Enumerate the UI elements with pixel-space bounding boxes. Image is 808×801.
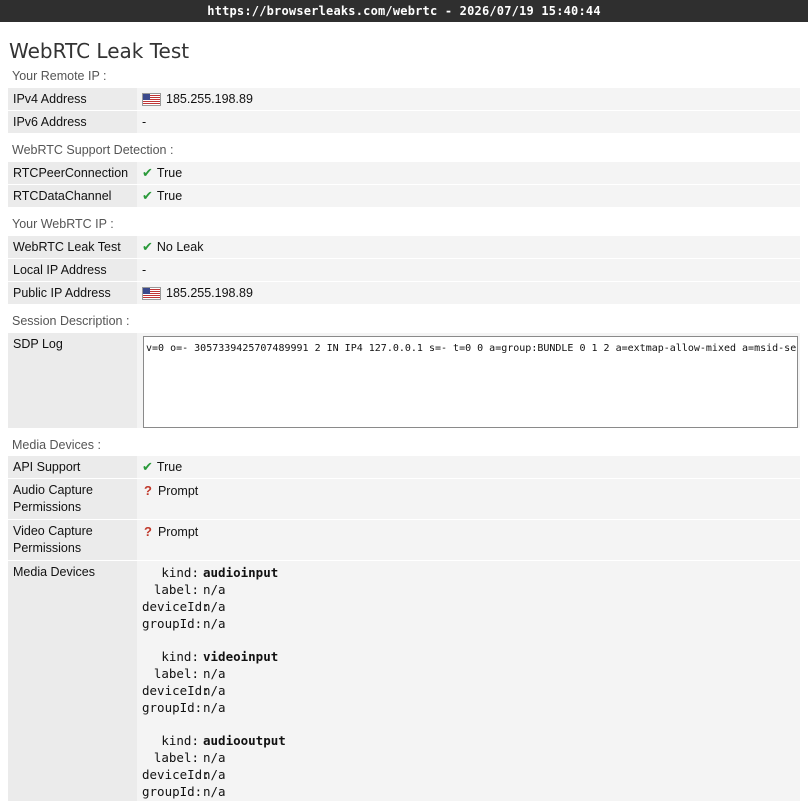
device-label: n/a (203, 582, 226, 597)
row-data-channel (8, 184, 800, 207)
row-ipv6 (8, 110, 800, 133)
check-icon: ✔ (142, 459, 153, 474)
section-media: Media Devices : (12, 438, 101, 452)
local-ip-value: - (137, 259, 800, 281)
device-id: n/a (203, 599, 226, 614)
device-entry (142, 564, 800, 632)
group-id-key: groupId: (142, 616, 203, 631)
public-ip-value: 185.255.198.89 (166, 286, 253, 300)
device-label: n/a (203, 750, 226, 765)
device-id-key: deviceId: (142, 599, 210, 614)
peer-connection-label: RTCPeerConnection (8, 162, 137, 184)
check-icon: ✔ (142, 188, 153, 203)
question-icon: ? (144, 483, 152, 498)
section-session: Session Description : (12, 314, 130, 328)
row-audio-permissions (8, 478, 800, 519)
ipv4-label: IPv4 Address (8, 88, 137, 110)
api-support-label: API Support (8, 456, 137, 478)
question-icon: ? (144, 524, 152, 539)
us-flag-icon (142, 93, 161, 106)
device-entry (142, 648, 800, 716)
leak-test-value: No Leak (156, 240, 204, 254)
device-label: n/a (203, 666, 226, 681)
ipv4-value: 185.255.198.89 (166, 92, 253, 106)
kind-key: kind: (161, 649, 199, 664)
label-key: label: (153, 750, 199, 765)
device-kind: audiooutput (203, 733, 286, 748)
section-remote-ip: Your Remote IP : (12, 69, 107, 83)
data-channel-value: True (156, 189, 183, 203)
public-ip-label: Public IP Address (8, 282, 137, 304)
media-devices-label: Media Devices (8, 561, 137, 801)
page-content (0, 22, 808, 801)
group-id: n/a (203, 616, 226, 631)
row-peer-connection (8, 161, 800, 184)
sdp-log-label: SDP Log (8, 333, 137, 428)
row-ipv4 (8, 87, 800, 110)
row-api-support (8, 455, 800, 478)
group-id: n/a (203, 784, 226, 799)
group-id-key: groupId: (142, 700, 203, 715)
kind-key: kind: (161, 565, 199, 580)
row-leak-test (8, 235, 800, 258)
group-id-key: groupId: (142, 784, 203, 799)
row-local-ip (8, 258, 800, 281)
label-key: label: (153, 582, 199, 597)
ipv6-value: - (137, 111, 800, 133)
row-public-ip (8, 281, 800, 304)
device-kind: audioinput (203, 565, 279, 580)
kind-key: kind: (161, 733, 199, 748)
label-key: label: (153, 666, 199, 681)
row-media-devices (8, 560, 800, 801)
row-video-permissions (8, 519, 800, 560)
media-devices-list (137, 561, 800, 801)
row-sdp-log (8, 332, 800, 428)
check-icon: ✔ (142, 239, 153, 254)
device-entry (142, 732, 800, 800)
leak-test-label: WebRTC Leak Test (8, 236, 137, 258)
device-kind: videoinput (203, 649, 279, 664)
group-id: n/a (203, 700, 226, 715)
data-channel-label: RTCDataChannel (8, 185, 137, 207)
section-support: WebRTC Support Detection : (12, 143, 174, 157)
check-icon: ✔ (142, 165, 153, 180)
page-title: WebRTC Leak Test (9, 39, 190, 63)
device-id: n/a (203, 767, 226, 782)
device-id-key: deviceId: (142, 683, 210, 698)
peer-connection-value: True (156, 166, 183, 180)
device-id: n/a (203, 683, 226, 698)
device-id-key: deviceId: (142, 767, 210, 782)
sdp-log-textarea[interactable]: v=0 o=- 3057339425707489991 2 IN IP4 127.0.0.1 s=- t=0 0 a=group:BUNDLE 0 1 2 a=extmap-allow-mixed a=msid-se (143, 336, 798, 428)
local-ip-label: Local IP Address (8, 259, 137, 281)
audio-permissions-label: Audio Capture Permissions (8, 479, 137, 519)
video-permissions-label: Video Capture Permissions (8, 520, 137, 560)
audio-permissions-value: Prompt (157, 484, 199, 498)
us-flag-icon (142, 287, 161, 300)
ipv6-label: IPv6 Address (8, 111, 137, 133)
section-webrtc-ip: Your WebRTC IP : (12, 217, 114, 231)
api-support-value: True (156, 460, 183, 474)
video-permissions-value: Prompt (157, 525, 199, 539)
browser-url-bar: https://browserleaks.com/webrtc - 2026/07/19 15:40:44 (0, 0, 808, 22)
